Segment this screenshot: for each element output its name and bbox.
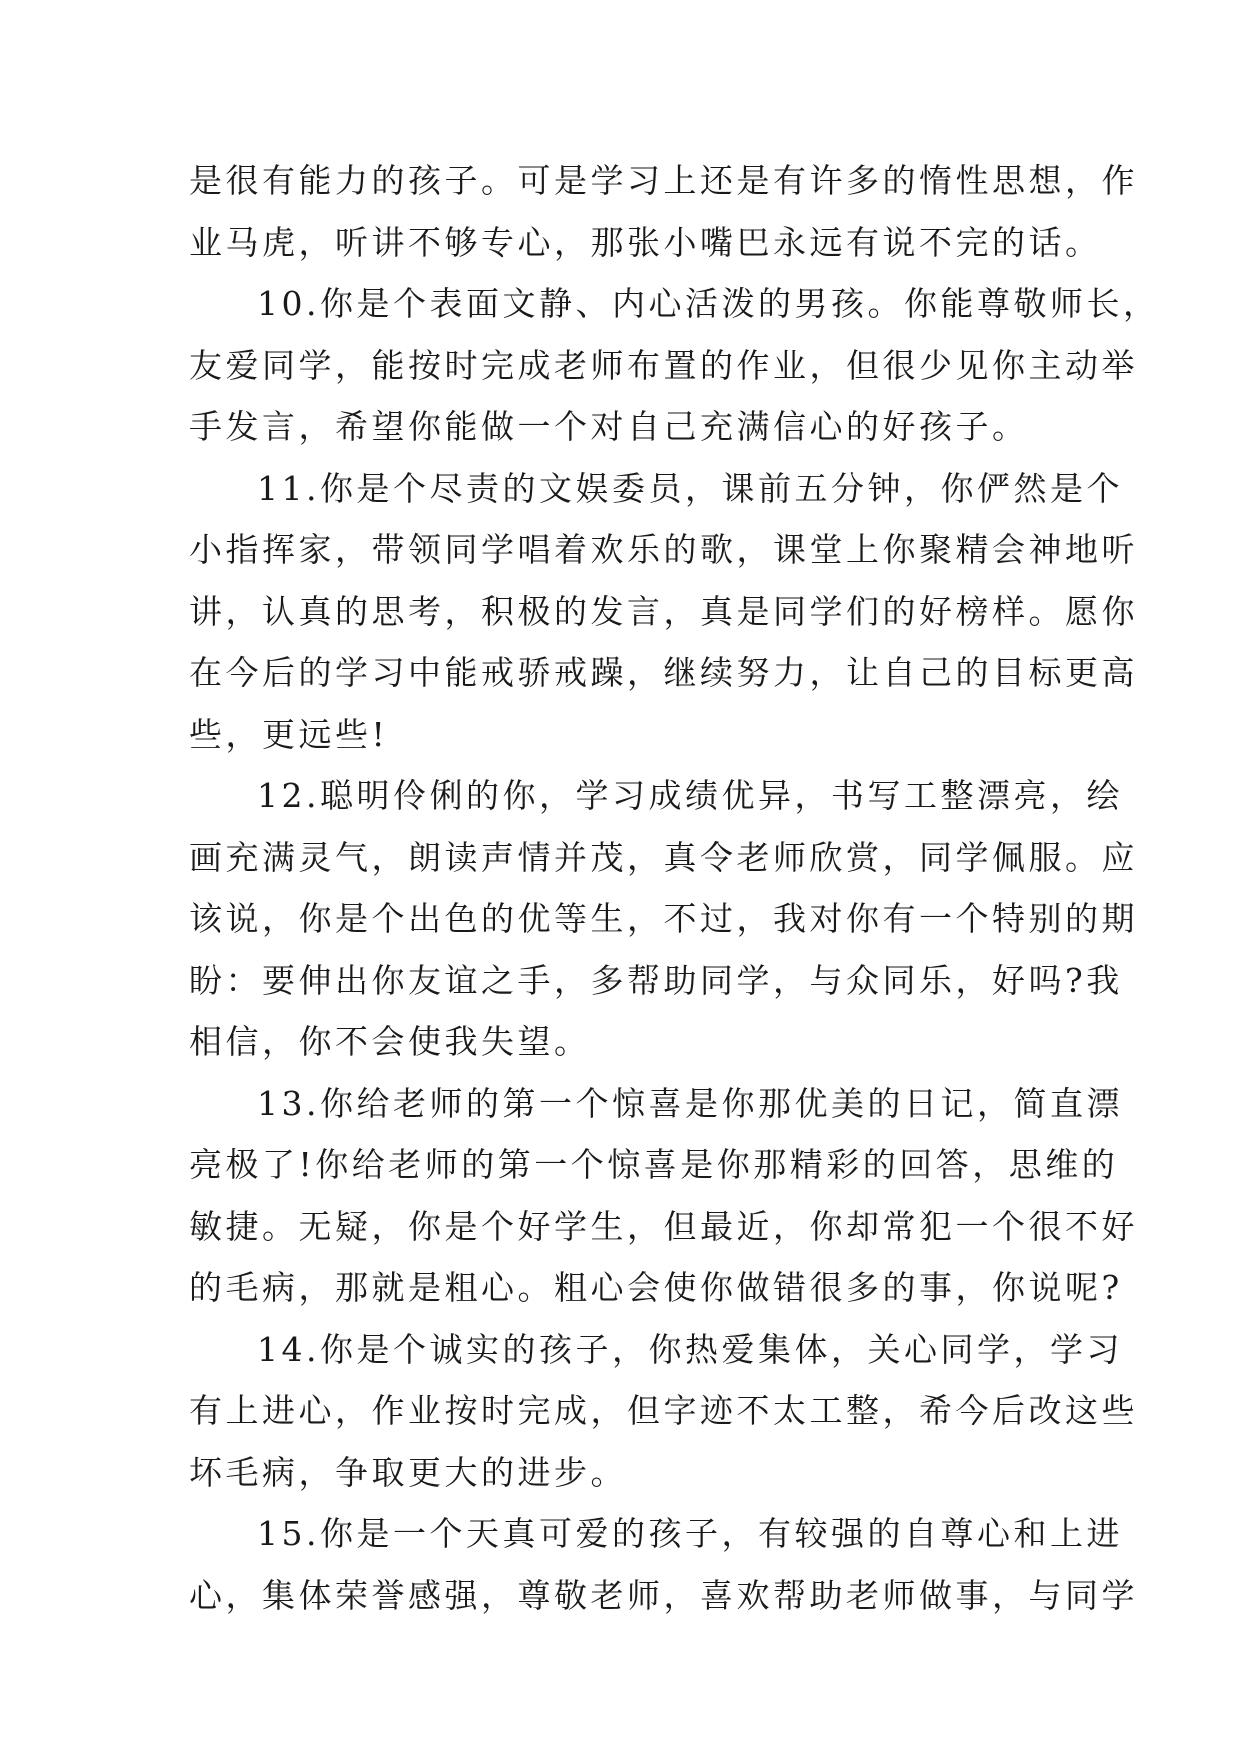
text-line: 心，集体荣誉感强，尊敬老师，喜欢帮助老师做事，与同学: [189, 1575, 1138, 1615]
text-line: 敏捷。无疑，你是个好学生，但最近，你却常犯一个很不好: [189, 1206, 1138, 1246]
text-line: 坏毛病，争取更大的进步。: [189, 1452, 627, 1492]
text-line: 手发言，希望你能做一个对自己充满信心的好孩子。: [189, 407, 1029, 446]
text-line: 业马虎，听讲不够专心，那张小嘴巴永远有说不完的话。: [189, 222, 1102, 262]
body-text: [189, 150, 1160, 1626]
text-line: 的毛病，那就是粗心。粗心会使你做错很多的事，你说呢?: [189, 1268, 1123, 1307]
text-line: 友爱同学，能按时完成老师布置的作业，但很少见你主动举: [189, 345, 1138, 385]
paragraph-11-start: 11.你是个尽责的文娱委员，课前五分钟，你俨然是个: [257, 468, 1123, 508]
text-line: 是很有能力的孩子。可是学习上还是有许多的惰性思想，作: [189, 161, 1138, 200]
text-line: 盼：要伸出你友谊之手，多帮助同学，与众同乐，好吗?我: [189, 960, 1123, 1000]
text-line: 画充满灵气，朗读声情并茂，真令老师欣赏，同学佩服。应: [189, 837, 1138, 877]
paragraph-15-start: 15.你是一个天真可爱的孩子，有较强的自尊心和上进: [257, 1514, 1123, 1553]
text-line: 有上进心，作业按时完成，但字迹不太工整，希今后改这些: [189, 1391, 1138, 1430]
paragraph-14-start: 14.你是个诚实的孩子，你热爱集体，关心同学，学习: [257, 1329, 1123, 1369]
text-line: 该说，你是个出色的优等生，不过，我对你有一个特别的期: [189, 899, 1138, 938]
text-line: 在今后的学习中能戒骄戒躁，继续努力，让自己的目标更高: [189, 653, 1138, 692]
text-line: 小指挥家，带领同学唱着欢乐的歌，课堂上你聚精会神地听: [189, 530, 1138, 569]
text-line: 亮极了!你给老师的第一个惊喜是你那精彩的回答，思维的: [189, 1145, 1119, 1184]
text-line: 讲，认真的思考，积极的发言，真是同学们的好榜样。愿你: [189, 591, 1138, 631]
paragraph-13-start: 13.你给老师的第一个惊喜是你那优美的日记，简直漂: [257, 1083, 1123, 1123]
text-line: 些，更远些!: [189, 714, 389, 754]
paragraph-10-start: 10.你是个表面文静、内心活泼的男孩。你能尊敬师长，: [257, 284, 1160, 323]
paragraph-12-start: 12.聪明伶俐的你，学习成绩优异，书写工整漂亮，绘: [257, 776, 1123, 815]
text-line: 相信，你不会使我失望。: [189, 1022, 591, 1061]
